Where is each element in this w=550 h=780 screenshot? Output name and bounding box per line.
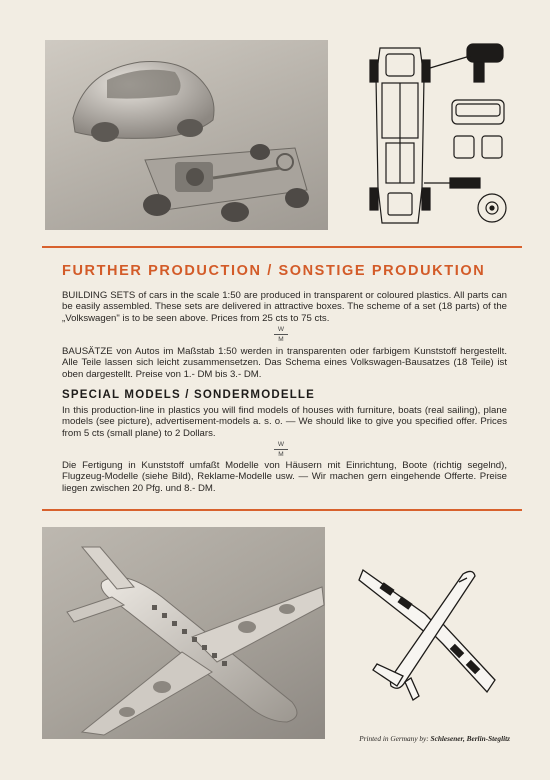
four-engine-airliner-diagram [355,552,505,702]
vw-chassis-diagram-icon [352,38,522,233]
special-models-english: In this production-line in plastics you will find models of houses with furniture, boats (real sailing), plane models (see picture), advertisement-models a. s. o. — We should like to give you specified offer. Prices from 5 cts (small plane) to 2 Dollars. [62,405,507,439]
building-sets-german: BAUSÄTZE von Autos im Maßstab 1:50 werden in transparenten oder farbigem Kunststoff hergestellt. Alle Teile lassen sich leicht zusammensetzen. Das Schema eines Volkswagen-Bausatzes (18 Teile) ist oben dargestellt. Preise von 1.- DM bis 3.- DM. [62,346,507,380]
building-sets-english: BUILDING SETS of cars in the scale 1:50 are produced in transparent or coloured plastics. All parts can be easily assembled. These sets are delivered in attractive boxes. The scheme of a set (18 parts) of the „Volkswagen" is to be seen above. Prices from 25 cts to 75 cts. [62,290,507,324]
wm-mark-top: W [277,441,285,448]
wm-mark-bottom: M [278,336,284,343]
wm-divider-mark [274,441,288,458]
vw-beetle-model-icon [45,40,328,230]
special-models-title: SPECIAL MODELS / SONDERMODELLE [62,389,316,401]
wm-mark-bar [274,449,288,450]
orange-rule-bottom [42,509,522,511]
wm-mark-bottom: M [278,451,284,458]
imprint-prefix: Printed in Germany by: [359,734,429,743]
orange-rule-top [42,246,522,248]
airliner-model-icon [42,527,325,739]
wm-mark-bar [274,334,288,335]
printer-imprint [359,734,510,743]
section-heading: FURTHER PRODUCTION / SONSTIGE PRODUKTION [62,263,486,279]
special-models-german: Die Fertigung in Kunststoff umfaßt Modelle von Häusern mit Einrichtung, Boote (richtig segelnd), Flugzeug-Modelle (siehe Bild), Reklame-Modelle usw. — Wir machen gern eingehende Offerte. Preise liegen zwischen 20 Pfg. und 8.- DM. [62,460,507,494]
airliner-diagram-icon [355,552,505,702]
wm-divider-mark [274,326,288,343]
vw-beetle-model-photo [45,40,328,230]
vw-chassis-parts-diagram [352,38,522,233]
imprint-printer: Schlesener, Berlin-Steglitz [430,734,510,743]
airliner-model-photo [42,527,325,739]
wm-mark-top: W [277,326,285,333]
